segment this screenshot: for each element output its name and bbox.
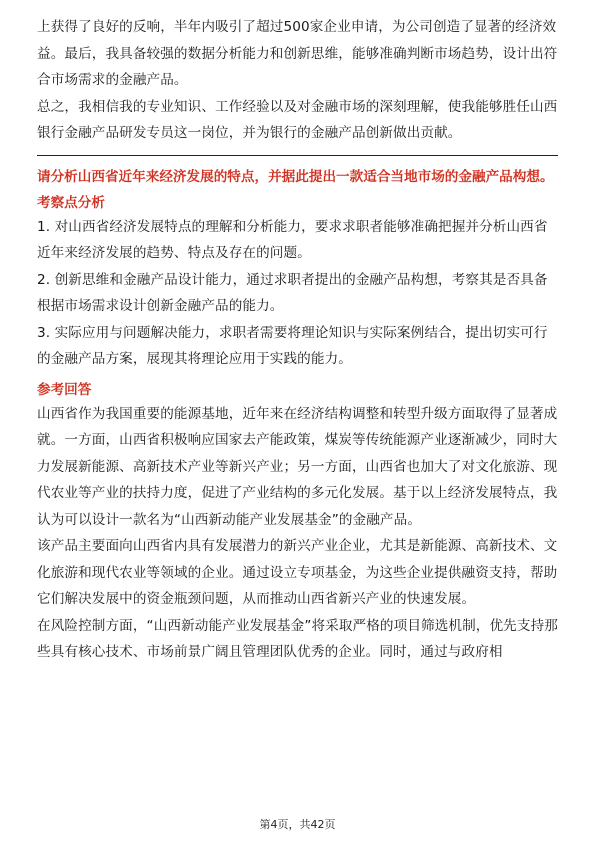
analysis-item: 1. 对山西省经济发展特点的理解和分析能力，要求求职者能够准确把握并分析山西省近年来经济发展的趋势、特点及存在的问题。: [37, 218, 548, 261]
answer-body: [37, 401, 558, 666]
analysis-item: 2. 创新思维和金融产品设计能力，通过求职者提出的金融产品构想，考察其是否具备根据市场需求设计创新金融产品的能力。: [37, 271, 548, 314]
analysis-list: [37, 214, 558, 373]
answer-title: 参考回答: [37, 381, 92, 398]
intro-paragraph: 总之，我相信我的专业知识、工作经验以及对金融市场的深刻理解，使我能够胜任山西银行金融产品研发专员这一岗位，并为银行的金融产品创新做出贡献。: [37, 98, 558, 141]
question-heading: 请分析山西省近年来经济发展的特点，并据此提出一款适合当地市场的金融产品构想。: [37, 168, 554, 185]
answer-paragraph: 山西省作为我国重要的能源基地，近年来在经济结构调整和转型升级方面取得了显著成就。一方面，山西省积极响应国家去产能政策，煤炭等传统能源产业逐渐减少，同时大力发展新能源、高新技术产业等新兴产业；另一方面，山西省也加大了对文化旅游、现代农业等产业的扶持力度，促进了产业结构的多元化发展。基于以上经济发展特点，我认为可以设计一款名为“山西新动能产业发展基金”的金融产品。: [37, 405, 558, 528]
intro-paragraph: 上获得了良好的反响，半年内吸引了超过500家企业申请，为公司创造了显著的经济效益。最后，我具备较强的数据分析能力和创新思维，能够准确判断市场趋势，设计出符合市场需求的金融产品。: [37, 19, 558, 88]
answer-paragraph: 该产品主要面向山西省内具有发展潜力的新兴产业企业，尤其是新能源、高新技术、文化旅游和现代农业等领域的企业。通过设立专项基金，为这些企业提供融资支持，帮助它们解决发展中的资金瓶颈问题，从而推动山西省新兴产业的快速发展。: [37, 538, 558, 607]
analysis-item: 3. 实际应用与问题解决能力，求职者需要将理论知识与实际案例结合，提出切实可行的金融产品方案，展现其将理论应用于实践的能力。: [37, 324, 548, 367]
page-number: 第4页，共42页: [259, 818, 336, 831]
intro-section: [37, 0, 558, 147]
analysis-title: 考察点分析: [37, 194, 105, 211]
section-divider: [37, 155, 558, 156]
answer-paragraph: 在风险控制方面，“山西新动能产业发展基金”将采取严格的项目筛选机制，优先支持那些具有核心技术、市场前景广阔且管理团队优秀的企业。同时，通过与政府相: [37, 617, 558, 660]
document-page: [37, 0, 558, 666]
